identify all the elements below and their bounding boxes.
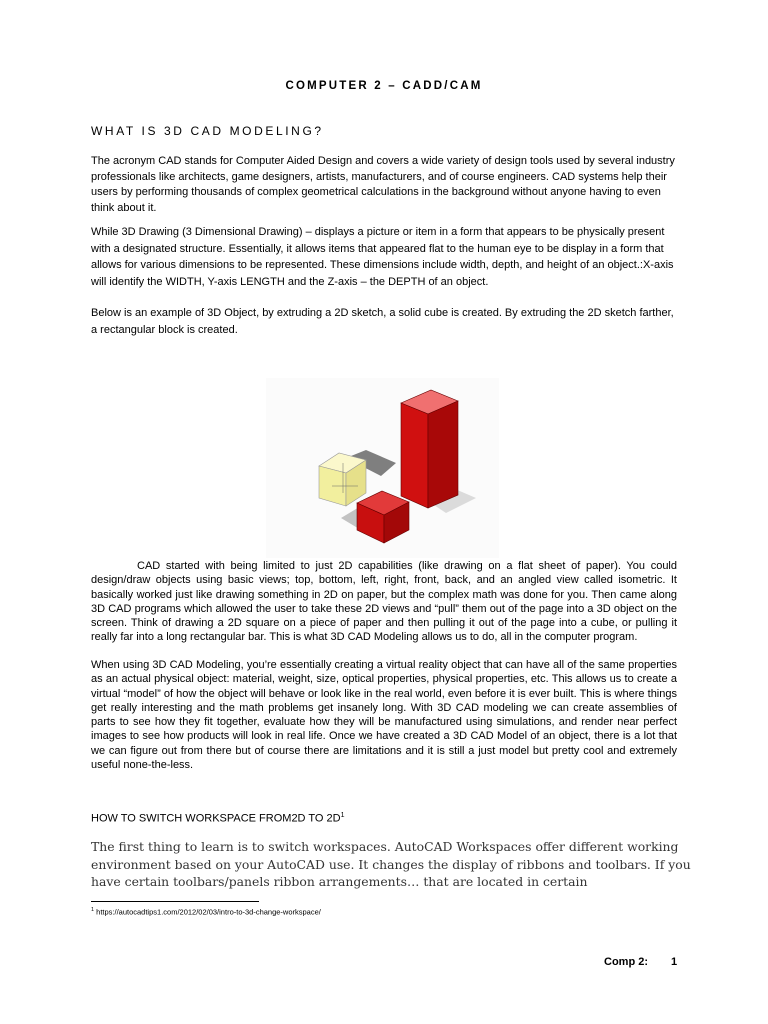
footnote-mark: 1 xyxy=(91,907,95,913)
footnote-divider xyxy=(91,901,259,902)
page-number: 1 xyxy=(671,956,678,968)
footnote xyxy=(91,907,321,917)
section-heading: WHAT IS 3D CAD MODELING? xyxy=(91,124,324,138)
footnote-link[interactable]: https://autocadtips1.com/2012/02/03/intro-to-3d-change-workspace/ xyxy=(94,907,321,917)
document-title: COMPUTER 2 – CADD/CAM xyxy=(285,80,483,92)
page-footer-label: Comp 2: xyxy=(604,956,648,968)
paragraph-3d-drawing: While 3D Drawing (3 Dimensional Drawing) – displays a picture or item in a form that appears to be physically present with a designated structure. Essentially, it allows items that appeared flat to the human eye to be display in a form that allows for various dimensions to be represented. These dimensions include width, depth, and height of an object.:X-axis will identify the WIDTH, Y-axis LENGTH and the Z-axis – the DEPTH of an object. xyxy=(91,226,674,288)
extrusion-figure xyxy=(266,378,499,558)
footnote-reference: 1 xyxy=(340,812,345,819)
workspace-paragraph: The first thing to learn is to switch workspaces. AutoCAD Workspaces offer different working environment based on your AutoCAD use. It changes the display of ribbons and toolbars. If you have certain toolbars/panels ribbon arrangements… that are located in certain xyxy=(91,839,691,889)
paragraph-cad-history-text: CAD started with being limited to just 2D capabilities (like drawing on a flat sheet of paper). You could design/draw objects using basic views; top, bottom, left, right, front, back, and an angled view called isometric. It basically worked just like drawing something in 2D on paper, but the complex math was done for you. Then came along 3D CAD programs which allowed the user to take these 2D views and “pull” them out of the page into a 3D object on the screen. Think of drawing a 2D square on a piece of paper and then pulling it out of the page into a cube, or pulling it really far into a long rectangular bar. This is what 3D CAD Modeling allows us to do, all in the computer program. xyxy=(91,560,677,644)
paragraph-cad-history xyxy=(91,559,677,645)
paragraph-extrude-example: Below is an example of 3D Object, by extruding a 2D sketch, a solid cube is created. By extruding the 2D sketch farther, a rectangular block is created. xyxy=(91,307,674,336)
workspace-subheading xyxy=(91,812,344,825)
extrusion-illustration xyxy=(266,378,499,558)
workspace-subheading-text: HOW TO SWITCH WORKSPACE FROM2D TO 2D xyxy=(91,812,341,825)
paragraph-3d-modeling: When using 3D CAD Modeling, you’re essentially creating a virtual reality object that can have all of the same properties as an actual physical object: material, weight, size, optical properties, physical properties, etc. This allows us to create a virtual “model” of how the object will behave or look like in the real world, even before it is ever built. This is where things get really interesting and the math problems get insanely long. With 3D CAD modeling we can create assemblies of parts to see how they fit together, evaluate how they will be manufactured using simulations, and render near perfect images to see how products will look in real life. Once we have created a 3D CAD Model of an object, there is a lot that we can figure out from there but of course there are limitations and it is still a just model but pretty cool and extremely useful none-the-less. xyxy=(91,659,677,772)
paragraph-cad-definition: The acronym CAD stands for Computer Aided Design and covers a wide variety of design tools used by several industry professionals like architects, game designers, artists, manufacturers, and of course engineers. CAD systems help their users by performing thousands of complex geometrical calculations in the background without anyone having to even think about it. xyxy=(91,155,675,214)
